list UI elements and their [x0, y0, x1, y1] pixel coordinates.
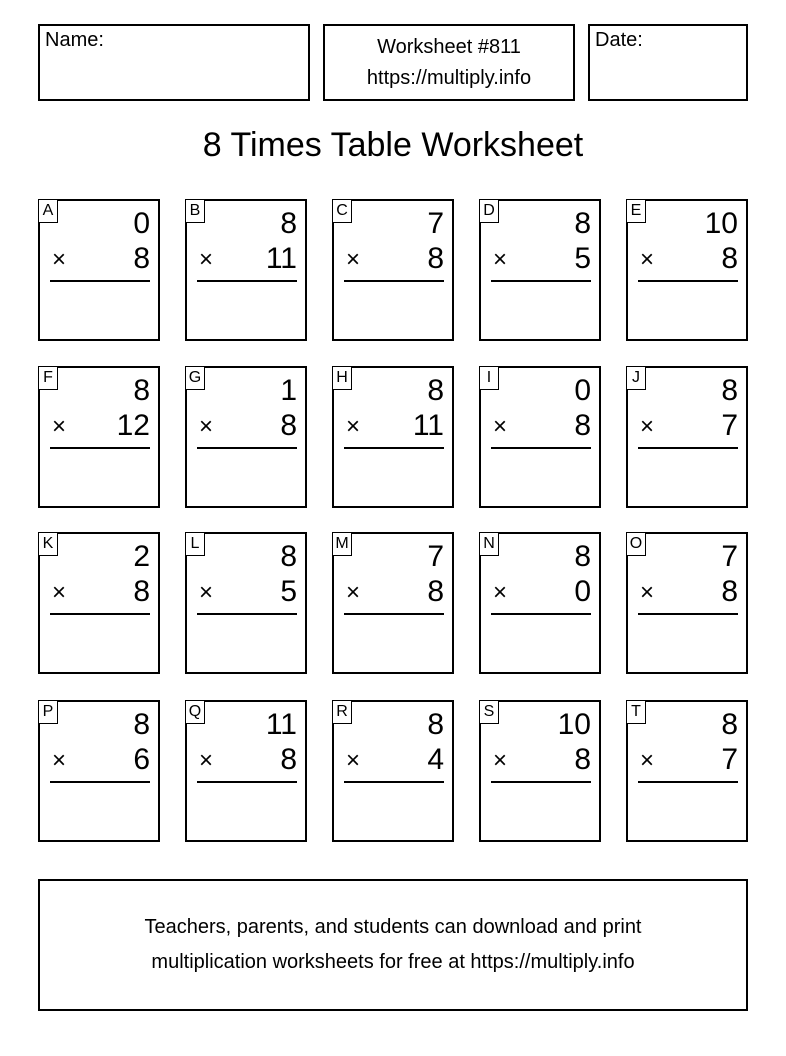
problem-letter: B [185, 199, 205, 223]
problem-card[interactable] [479, 199, 601, 341]
answer-line [638, 781, 738, 783]
multiplier: 7 [721, 743, 738, 776]
problem-letter: G [185, 366, 205, 390]
problem-card[interactable] [332, 700, 454, 842]
multiplier: 8 [427, 575, 444, 608]
times-sign: × [52, 413, 67, 440]
problem-card[interactable] [38, 700, 160, 842]
problem-card[interactable] [479, 532, 601, 674]
multiplier: 11 [265, 242, 297, 275]
multiplier: 8 [574, 409, 591, 442]
problem-card[interactable] [38, 532, 160, 674]
multiplicand: 10 [704, 207, 738, 240]
times-sign: × [199, 413, 214, 440]
answer-line [197, 781, 297, 783]
problem-letter: I [479, 366, 499, 390]
multiplier: 8 [133, 242, 150, 275]
multiplier: 6 [133, 743, 150, 776]
problem-letter: F [38, 366, 58, 390]
multiplicand: 8 [721, 708, 738, 741]
times-sign: × [346, 579, 361, 606]
problem-letter: N [479, 532, 499, 556]
multiplier: 8 [721, 242, 738, 275]
answer-line [197, 280, 297, 282]
multiplicand: 8 [574, 207, 591, 240]
problem-letter: L [185, 532, 205, 556]
problem-card[interactable] [185, 366, 307, 508]
multiplier: 11 [412, 409, 444, 442]
problem-letter: P [38, 700, 58, 724]
multiplicand: 8 [427, 708, 444, 741]
multiplicand: 0 [574, 374, 591, 407]
problem-letter: S [479, 700, 499, 724]
multiplier: 12 [116, 409, 150, 442]
multiplier: 4 [427, 743, 444, 776]
times-sign: × [199, 246, 214, 273]
multiplier: 5 [280, 575, 297, 608]
multiplicand: 10 [557, 708, 591, 741]
times-sign: × [493, 579, 508, 606]
problem-letter: A [38, 199, 58, 223]
name-field[interactable] [38, 24, 310, 101]
problem-letter: Q [185, 700, 205, 724]
multiplicand: 2 [133, 540, 150, 573]
problem-card[interactable] [332, 366, 454, 508]
page-title: 8 Times Table Worksheet [202, 126, 584, 164]
times-sign: × [52, 246, 67, 273]
multiplier: 8 [133, 575, 150, 608]
answer-line [491, 781, 591, 783]
problem-card[interactable] [626, 700, 748, 842]
multiplier: 8 [427, 242, 444, 275]
multiplicand: 7 [427, 207, 444, 240]
problem-card[interactable] [185, 199, 307, 341]
times-sign: × [52, 579, 67, 606]
problem-card[interactable] [185, 532, 307, 674]
multiplicand: 7 [721, 540, 738, 573]
date-label: Date: [595, 29, 643, 51]
answer-line [197, 613, 297, 615]
multiplicand: 8 [280, 207, 297, 240]
multiplicand: 0 [133, 207, 150, 240]
times-sign: × [640, 579, 655, 606]
answer-line [344, 280, 444, 282]
problem-letter: T [626, 700, 646, 724]
problem-letter: D [479, 199, 499, 223]
problem-card[interactable] [479, 700, 601, 842]
times-sign: × [640, 413, 655, 440]
answer-line [491, 280, 591, 282]
problem-card[interactable] [332, 532, 454, 674]
answer-line [638, 280, 738, 282]
times-sign: × [199, 579, 214, 606]
problem-letter: J [626, 366, 646, 390]
worksheet-url: https://multiply.info [366, 66, 532, 89]
multiplicand: 8 [133, 374, 150, 407]
problem-card[interactable] [38, 199, 160, 341]
multiplier: 8 [280, 409, 297, 442]
problem-letter: M [332, 532, 352, 556]
problem-letter: O [626, 532, 646, 556]
footer-line-2: multiplication worksheets for free at https://multiply.info [151, 951, 635, 973]
multiplier: 8 [280, 743, 297, 776]
answer-line [50, 781, 150, 783]
multiplier: 8 [574, 743, 591, 776]
times-sign: × [640, 246, 655, 273]
answer-line [50, 280, 150, 282]
answer-line [491, 447, 591, 449]
worksheet-number: Worksheet #811 [377, 35, 521, 58]
problem-letter: E [626, 199, 646, 223]
problem-card[interactable] [332, 199, 454, 341]
name-label: Name: [45, 29, 104, 51]
problem-letter: K [38, 532, 58, 556]
answer-line [491, 613, 591, 615]
date-field[interactable] [588, 24, 748, 101]
multiplier: 5 [574, 242, 591, 275]
problem-letter: H [332, 366, 352, 390]
problem-letter: R [332, 700, 352, 724]
footer-line-1: Teachers, parents, and students can download and print [144, 916, 642, 938]
times-sign: × [52, 747, 67, 774]
answer-line [50, 447, 150, 449]
answer-line [638, 447, 738, 449]
times-sign: × [493, 747, 508, 774]
multiplier: 7 [721, 409, 738, 442]
times-sign: × [346, 747, 361, 774]
problem-card[interactable] [626, 366, 748, 508]
times-sign: × [493, 413, 508, 440]
times-sign: × [199, 747, 214, 774]
answer-line [344, 613, 444, 615]
multiplicand: 7 [427, 540, 444, 573]
problem-letter: C [332, 199, 352, 223]
answer-line [50, 613, 150, 615]
answer-line [197, 447, 297, 449]
times-sign: × [640, 747, 655, 774]
multiplicand: 8 [133, 708, 150, 741]
multiplicand: 8 [721, 374, 738, 407]
multiplicand: 1 [280, 374, 297, 407]
footer-note [38, 879, 748, 1011]
multiplicand: 11 [265, 708, 297, 741]
times-sign: × [493, 246, 508, 273]
problem-card[interactable] [626, 532, 748, 674]
problem-card[interactable] [626, 199, 748, 341]
multiplier: 0 [574, 575, 591, 608]
answer-line [344, 781, 444, 783]
worksheet-info-box [323, 24, 575, 101]
answer-line [638, 613, 738, 615]
problem-card[interactable] [479, 366, 601, 508]
times-sign: × [346, 413, 361, 440]
multiplicand: 8 [574, 540, 591, 573]
multiplicand: 8 [280, 540, 297, 573]
answer-line [344, 447, 444, 449]
times-sign: × [346, 246, 361, 273]
problem-card[interactable] [38, 366, 160, 508]
problem-card[interactable] [185, 700, 307, 842]
multiplicand: 8 [427, 374, 444, 407]
multiplier: 8 [721, 575, 738, 608]
